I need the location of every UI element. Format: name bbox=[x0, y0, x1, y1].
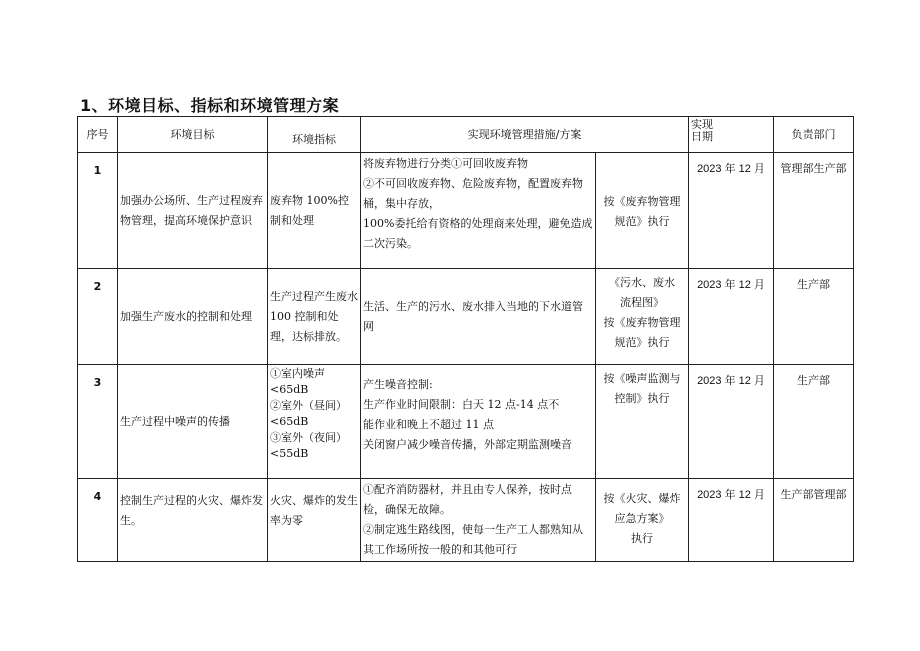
row-objective: 生产过程中噪声的传播 bbox=[118, 365, 268, 479]
row-plan bbox=[596, 153, 689, 269]
environment-plan-table bbox=[77, 116, 854, 562]
plan-line: 应急方案》 bbox=[614, 512, 670, 525]
table-header-row bbox=[78, 117, 854, 153]
measure-line: ②制定逃生路线图，使每一生产工人都熟知从其工作场所按一般的和其他可行 bbox=[363, 523, 583, 556]
indicator-line: <55dB bbox=[270, 447, 309, 460]
measure-line: 生产作业时间限制：白天 12 点-14 点不 bbox=[363, 398, 560, 411]
plan-line: 流程图》 bbox=[620, 296, 664, 309]
row-number: 3 bbox=[78, 365, 118, 479]
row-indicator: 生产过程产生废水 100 控制和处理，达标排放。 bbox=[268, 269, 361, 365]
header-dept: 负责部门 bbox=[774, 117, 854, 153]
row-dept: 生产部 bbox=[774, 269, 854, 365]
row-measures bbox=[361, 269, 596, 365]
table-row bbox=[78, 479, 854, 562]
indicator-line: ③室外（夜间） bbox=[270, 431, 347, 444]
measure-line: 关闭窗户减少噪音传播，外部定期监测噪音 bbox=[363, 438, 572, 451]
indicator-line: ①室内噪声 bbox=[270, 367, 325, 380]
measure-line: 将废弃物进行分类①可回收废弃物 bbox=[363, 157, 528, 170]
row-date: 2023 年 12 月 bbox=[689, 269, 774, 365]
row-plan bbox=[596, 479, 689, 562]
row-objective: 加强生产废水的控制和处理 bbox=[118, 269, 268, 365]
row-dept: 管理部生产部 bbox=[774, 153, 854, 269]
plan-line: 按《废弃物管理 bbox=[603, 316, 681, 329]
plan-line: 《污水、废水 bbox=[609, 276, 675, 289]
header-measures: 实现环境管理措施/方案 bbox=[361, 117, 689, 153]
measure-line: ①配齐消防器材，并且由专人保养，按时点检，确保无故障。 bbox=[363, 483, 572, 516]
row-measures bbox=[361, 153, 596, 269]
row-dept: 生产部管理部 bbox=[774, 479, 854, 562]
row-number: 4 bbox=[78, 479, 118, 562]
row-date: 2023 年 12 月 bbox=[689, 479, 774, 562]
row-measures bbox=[361, 365, 596, 479]
header-indicator: 环境指标 bbox=[268, 117, 361, 153]
header-date-line2: 日期 bbox=[691, 130, 713, 143]
row-number: 1 bbox=[78, 153, 118, 269]
row-plan bbox=[596, 365, 689, 479]
indicator-line: <65dB bbox=[270, 415, 309, 428]
row-dept: 生产部 bbox=[774, 365, 854, 479]
plan-line: 按《火灾、爆炸 bbox=[603, 492, 681, 505]
measure-line: 能作业和晚上不超过 11 点 bbox=[363, 418, 494, 431]
plan-line: 规范》执行 bbox=[614, 336, 670, 349]
measure-line: 100%委托给有资格的处理商来处理，避免造成二次污染。 bbox=[363, 217, 593, 250]
page-title: 1、环境目标、指标和环境管理方案 bbox=[80, 96, 340, 115]
header-date-line1: 实现 bbox=[691, 118, 713, 131]
header-date bbox=[689, 117, 774, 153]
plan-line: 执行 bbox=[631, 532, 653, 545]
plan-line: 控制》执行 bbox=[614, 392, 670, 405]
plan-line: 按《噪声监测与 bbox=[603, 372, 681, 385]
measure-line: 生活、生产的污水、废水排入当地的下水道管网 bbox=[363, 299, 583, 333]
row-plan bbox=[596, 269, 689, 365]
row-date: 2023 年 12 月 bbox=[689, 365, 774, 479]
row-objective: 控制生产过程的火灾、爆炸发生。 bbox=[118, 479, 268, 562]
row-number: 2 bbox=[78, 269, 118, 365]
row-date: 2023 年 12 月 bbox=[689, 153, 774, 269]
measure-line: ②不可回收废弃物、危险废弃物，配置废弃物桶，集中存放， bbox=[363, 177, 583, 210]
plan-line: 按《废弃物管理 bbox=[603, 195, 681, 208]
table-row bbox=[78, 365, 854, 479]
plan-line: 规范》执行 bbox=[614, 215, 670, 228]
row-objective: 加强办公场所、生产过程废弃物管理，提高环境保护意识 bbox=[118, 153, 268, 269]
row-indicator: 火灾、爆炸的发生率为零 bbox=[268, 479, 361, 562]
measure-line: 产生噪音控制: bbox=[363, 378, 433, 391]
indicator-line: <65dB bbox=[270, 383, 309, 396]
row-indicator: 废弃物 100%控制和处理 bbox=[268, 153, 361, 269]
table-row bbox=[78, 269, 854, 365]
row-indicator bbox=[268, 365, 361, 479]
header-objective: 环境目标 bbox=[118, 117, 268, 153]
header-no: 序号 bbox=[78, 117, 118, 153]
row-measures bbox=[361, 479, 596, 562]
table-row bbox=[78, 153, 854, 269]
indicator-line: ②室外（昼间） bbox=[270, 399, 347, 412]
